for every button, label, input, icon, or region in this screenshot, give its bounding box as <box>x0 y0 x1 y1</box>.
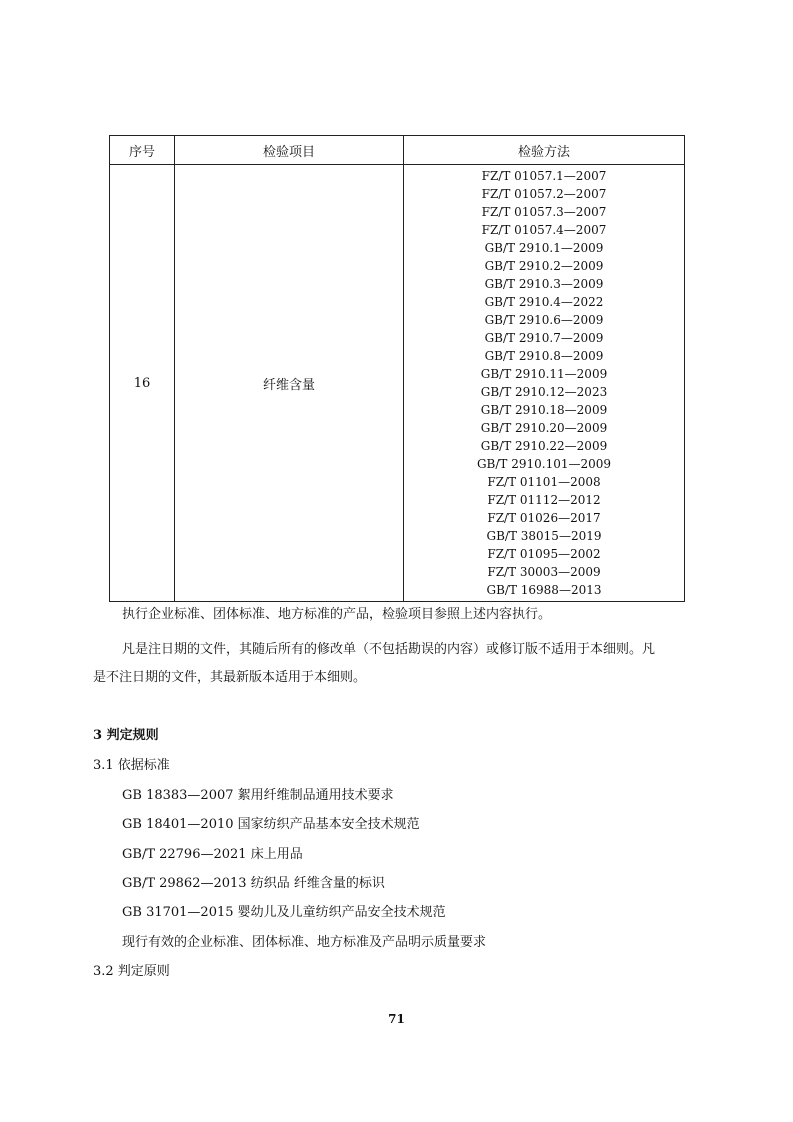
standard-item: GB 18383—2007 絮用纤维制品通用技术要求 <box>122 788 394 803</box>
method-item: GB/T 2910.101—2009 <box>476 457 612 471</box>
header-method: 检验方法 <box>404 136 685 165</box>
method-item: FZ/T 01112—2012 <box>487 493 601 507</box>
method-item: FZ/T 01026—2017 <box>487 511 601 525</box>
paragraph-scope: 执行企业标准、团体标准、地方标准的产品，检验项目参照上述内容执行。 <box>122 607 552 622</box>
method-item: FZ/T 01101—2008 <box>487 475 601 489</box>
method-item: GB/T 16988—2013 <box>486 583 602 597</box>
method-item: GB/T 38015—2019 <box>486 529 602 543</box>
method-item: GB/T 2910.3—2009 <box>484 277 604 291</box>
method-item: GB/T 2910.11—2009 <box>480 367 608 381</box>
method-item: GB/T 2910.6—2009 <box>484 313 604 327</box>
row-methods <box>404 165 685 602</box>
method-item: FZ/T 30003—2009 <box>487 565 601 579</box>
section-heading-judgement-rules: 3 判定规则 <box>93 728 159 743</box>
paragraph-standards-note: 现行有效的企业标准、团体标准、地方标准及产品明示质量要求 <box>122 935 487 950</box>
method-item: GB/T 2910.1—2009 <box>484 241 604 255</box>
method-item: GB/T 2910.2—2009 <box>484 259 604 273</box>
paragraph-dated-refs-line2: 是不注日期的文件，其最新版本适用于本细则。 <box>93 670 367 685</box>
method-item: FZ/T 01057.4—2007 <box>481 223 607 237</box>
method-item: GB/T 2910.22—2009 <box>480 439 608 453</box>
method-item: FZ/T 01057.2—2007 <box>481 187 607 201</box>
header-item: 检验项目 <box>175 136 404 165</box>
method-item: GB/T 2910.7—2009 <box>484 331 604 345</box>
paragraph-dated-refs-line1: 凡是注日期的文件，其随后所有的修改单（不包括勘误的内容）或修订版不适用于本细则。凡 <box>122 642 656 657</box>
subsection-heading-basis-standards: 3.1 依据标准 <box>93 758 170 773</box>
subsection-heading-judgement-principle: 3.2 判定原则 <box>93 964 170 979</box>
method-item: GB/T 2910.8—2009 <box>484 349 604 363</box>
method-item: FZ/T 01057.1—2007 <box>481 169 607 183</box>
header-no: 序号 <box>110 136 175 165</box>
method-item: FZ/T 01057.3—2007 <box>481 205 607 219</box>
standard-item: GB 31701—2015 婴幼儿及儿童纺织产品安全技术规范 <box>122 905 446 920</box>
standard-item: GB/T 22796—2021 床上用品 <box>122 847 303 862</box>
method-item: GB/T 2910.18—2009 <box>480 403 608 417</box>
method-item: GB/T 2910.12—2023 <box>480 385 608 399</box>
inspection-method-table <box>109 135 685 602</box>
row-item: 纤维含量 <box>175 165 404 602</box>
standard-item: GB 18401—2010 国家纺织产品基本安全技术规范 <box>122 817 420 832</box>
standard-item: GB/T 29862—2013 纺织品 纤维含量的标识 <box>122 876 385 891</box>
table-header-row <box>110 136 685 165</box>
row-no: 16 <box>110 165 175 602</box>
method-item: FZ/T 01095—2002 <box>487 547 601 561</box>
table-row <box>110 165 685 602</box>
page-number: 71 <box>388 1012 405 1026</box>
method-item: GB/T 2910.20—2009 <box>480 421 608 435</box>
method-item: GB/T 2910.4—2022 <box>484 295 604 309</box>
method-list <box>404 165 684 601</box>
